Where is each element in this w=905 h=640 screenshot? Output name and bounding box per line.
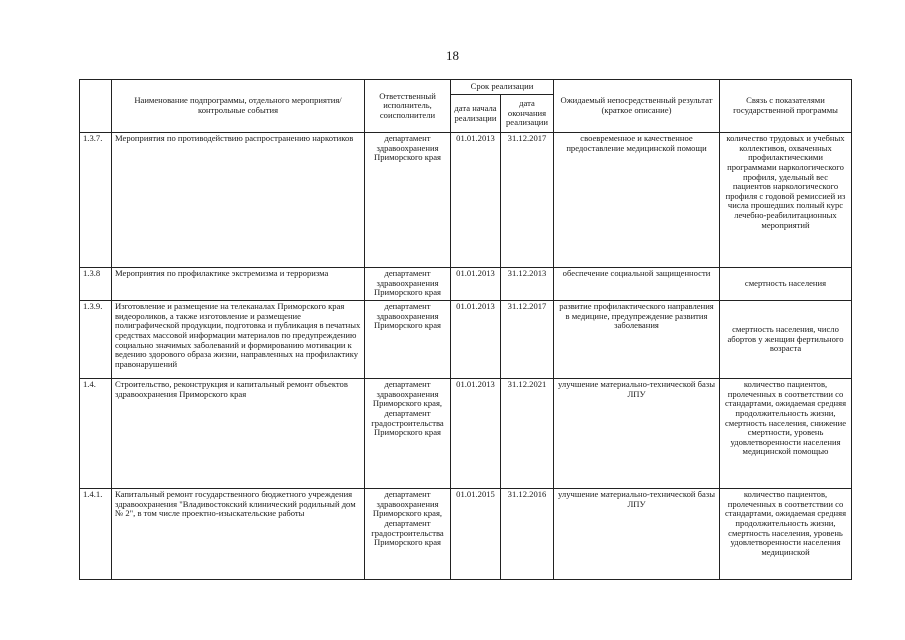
row-start: 01.01.2013 [451,268,501,301]
row-num: 1.4. [80,379,112,489]
table-row [80,133,852,268]
row-end: 31.12.2017 [501,133,554,268]
header-result: Ожидаемый непосредственный результат (краткое описание) [554,80,720,133]
row-executor: департамент здравоохранения Приморского края [365,301,451,379]
header-name: Наименование подпрограммы, отдельного мероприятия/контрольные события [112,80,365,133]
row-link: количество пациентов, пролеченных в соответствии со стандартами, ожидаемая средняя продолжительность жизни, смертность населения, снижение смертности, уровень удовлетворенности населения медицинской помощью [720,379,852,489]
row-num: 1.3.8 [80,268,112,301]
row-start: 01.01.2015 [451,489,501,580]
header-end: дата окончания реализации [501,95,554,133]
row-end: 31.12.2016 [501,489,554,580]
row-executor: департамент здравоохранения Приморского края [365,133,451,268]
page-number: 18 [446,48,459,63]
row-executor: департамент здравоохранения Приморского края, департамент градостроительства Приморского края [365,489,451,580]
row-name: Изготовление и размещение на телеканалах Приморского края видеороликов, а также изготовление и размещение полиграфической продукции, подготовка и публикация в печатных средствах массовой информации материалов по предупреждению социально значимых заболеваний и формированию мотивации к ведению здорового образа жизни, направленных на профилактику правонарушений [112,301,365,379]
row-result: своевременное и качественное предоставление медицинской помощи [554,133,720,268]
program-table [79,79,852,580]
row-result: улучшение материально-технической базы ЛПУ [554,489,720,580]
row-name: Мероприятия по противодействию распространению наркотиков [112,133,365,268]
row-start: 01.01.2013 [451,379,501,489]
table-header-row [80,80,852,95]
header-executor: Ответственный исполнитель, соисполнители [365,80,451,133]
header-period: Срок реализации [451,80,554,95]
row-executor: департамент здравоохранения Приморского края, департамент градостроительства Приморского края [365,379,451,489]
row-result: развитие профилактического направления в медицине, предупреждение развития заболевания [554,301,720,379]
row-end: 31.12.2013 [501,268,554,301]
table-row [80,268,852,301]
table-row [80,301,852,379]
row-end: 31.12.2021 [501,379,554,489]
row-num: 1.4.1. [80,489,112,580]
row-link: количество трудовых и учебных коллективов, охваченных профилактическими программами наркологического профиля, удельный вес пациентов наркологического профиля с годовой ремиссией из числа прошедших полный курс лечебно-реабилитационных мероприятий [720,133,852,268]
row-executor: департамент здравоохранения Приморского края [365,268,451,301]
row-link: количество пациентов, пролеченных в соответствии со стандартами, ожидаемая средняя продолжительность жизни, смертность населения, уровень удовлетворенности населения медицинской [720,489,852,580]
header-link: Связь с показателями государственной программы [720,80,852,133]
header-num [80,80,112,133]
row-num: 1.3.7. [80,133,112,268]
row-start: 01.01.2013 [451,301,501,379]
row-link: смертность населения [720,268,852,301]
row-result: обеспечение социальной защищенности [554,268,720,301]
table-row [80,379,852,489]
table-row [80,489,852,580]
row-result: улучшение материально-технической базы ЛПУ [554,379,720,489]
row-start: 01.01.2013 [451,133,501,268]
header-start: дата начала реализации [451,95,501,133]
row-end: 31.12.2017 [501,301,554,379]
row-num: 1.3.9. [80,301,112,379]
row-name: Капитальный ремонт государственного бюджетного учреждения здравоохранения "Владивостокский клинический родильный дом № 2", в том числе проектно-изыскательские работы [112,489,365,580]
row-link: смертность населения, число абортов у женщин фертильного возраста [720,301,852,379]
row-name: Строительство, реконструкция и капитальный ремонт объектов здравоохранения Приморского края [112,379,365,489]
row-name: Мероприятия по профилактике экстремизма и терроризма [112,268,365,301]
